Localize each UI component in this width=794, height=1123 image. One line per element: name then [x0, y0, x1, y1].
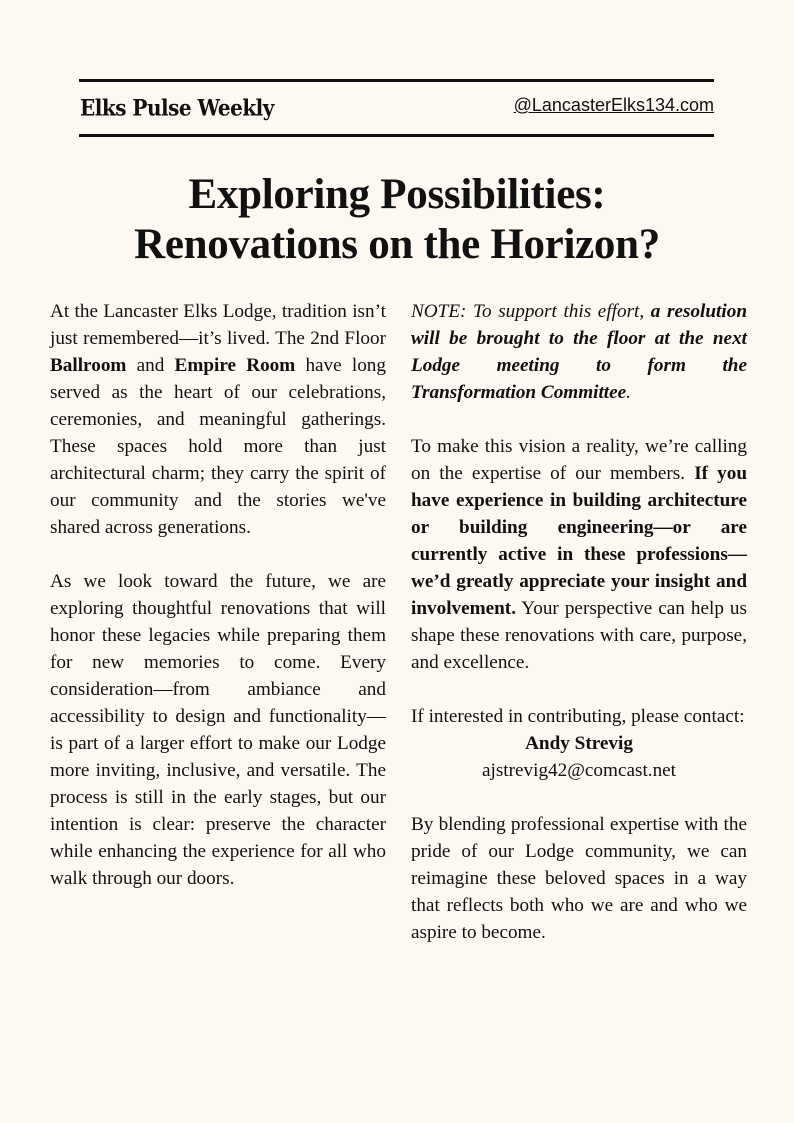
call-paragraph: [411, 433, 747, 676]
header-bottom-rule: [79, 134, 714, 137]
title-line-2: Renovations on the Horizon?: [134, 221, 660, 268]
header-top-rule: [79, 79, 714, 82]
future-paragraph: As we look toward the future, we are exploring thoughtful renovations that will honor these legacies while preparing them for new memories to come. Every consideration—from ambiance and accessibility to design and functionality—is part of a larger effort to make our Lodge more inviting, inclusive, and versatile. The process is still in the early stages, but our intention is clear: preserve the character while enhancing the experience for all who walk through our doors.: [50, 571, 386, 889]
text: Your perspective can help us shape these renovations with care, purpose, and excellence.: [411, 598, 747, 673]
right-column: [411, 298, 747, 973]
text: and: [126, 355, 175, 376]
text: .: [626, 382, 631, 403]
closing-paragraph: By blending professional expertise with the pride of our Lodge community, we can reimagine these beloved spaces in a way that reflects both who we are and who we aspire to become.: [411, 814, 747, 943]
text: NOTE: To support this effort,: [411, 301, 651, 322]
text: have long served as the heart of our celebrations, ceremonies, and meaningful gatherings. These spaces hold more than just architectural charm; they carry the spirit of our community and the stories we've shared across generations.: [50, 355, 386, 538]
text: To make this vision a reality, we’re calling on the expertise of our members.: [411, 436, 747, 484]
note-paragraph: [411, 298, 747, 406]
empire-room-bold: Empire Room: [174, 355, 296, 376]
intro-paragraph: [50, 298, 386, 541]
contact-email[interactable]: ajstrevig42@comcast.net: [481, 760, 677, 781]
note-bold: a resolution will be brought to the floor at the next Lodge meeting to form the Transformation Committee: [411, 301, 747, 403]
title-line-1: Exploring Possibilities:: [188, 171, 606, 218]
text: At the Lancaster Elks Lodge, tradition isn’t just remembered—it’s lived. The 2nd Floor: [50, 301, 386, 349]
ballroom-bold: Ballroom: [50, 355, 127, 376]
contact-paragraph: [411, 703, 747, 784]
page-title: [0, 170, 794, 270]
website-link[interactable]: @LancasterElks134.com: [513, 95, 714, 115]
contact-name: Andy Strevig: [525, 733, 633, 754]
call-bold: If you have experience in building architecture or building engineering—or are currently active in these professions—we’d greatly appreciate your insight and involvement.: [411, 463, 748, 619]
text: If interested in contributing, please contact:: [411, 706, 745, 727]
left-column: [50, 298, 386, 919]
masthead-logo: Elks Pulse Weekly: [80, 94, 274, 122]
